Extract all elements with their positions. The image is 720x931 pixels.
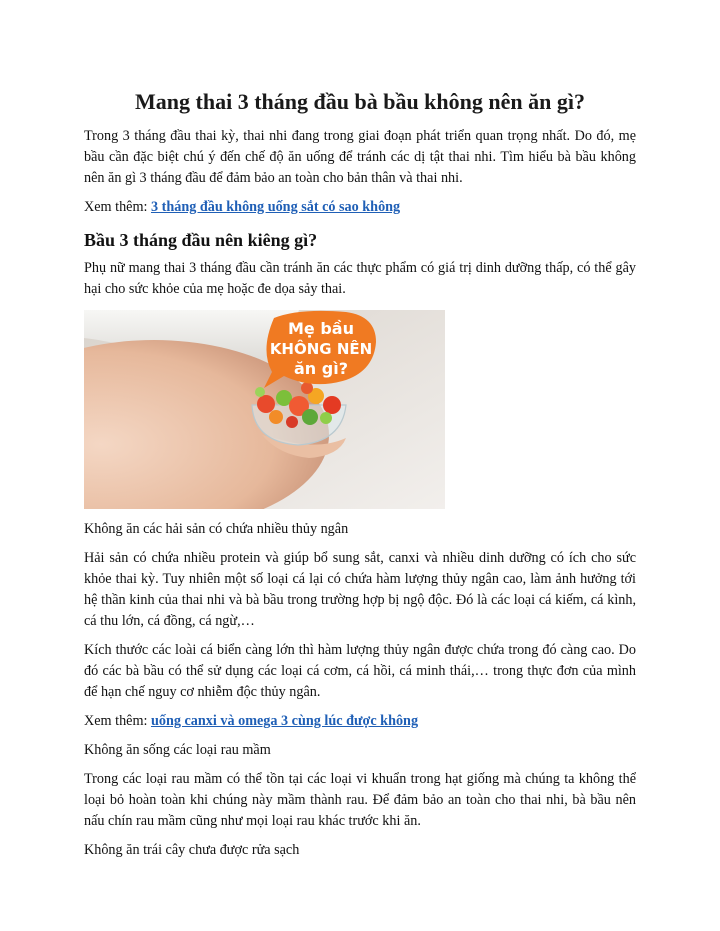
item-1-paragraph-2: Kích thước các loài cá biển càng lớn thì hàm lượng thủy ngân được chứa trong đó càng cao. Do đó các bà bầu có thể sử dụng các loại cá cơm, cá hồi, cá minh thái,… trong thực đơn của mình để hạn chế nguy cơ nhiễm độc thủy ngân.: [84, 642, 636, 700]
article-image: [84, 310, 445, 509]
item-1-paragraph-1: Hải sản có chứa nhiều protein và giúp bổ sung sắt, canxi và nhiều dinh dưỡng có ích cho sức khỏe thai kỳ. Tuy nhiên một số loại cá lại có chứa hàm lượng thủy ngân cao, làm ảnh hưởng tới hệ thần kinh của thai nhi và bà bầu trong trường hợp bị ngộ độc. Đó là các loại cá kiếm, cá kình, cá thu lớn, cá đồng, cá ngừ,…: [84, 550, 636, 629]
see-also-link-calcium[interactable]: uống canxi và omega 3 cùng lúc được không: [150, 713, 419, 729]
item-1-title: Không ăn các hải sản có chứa nhiều thủy ngân: [84, 521, 349, 537]
see-also-link-iron[interactable]: 3 tháng đầu không uống sắt có sao không: [150, 199, 401, 215]
see-also-2: [84, 711, 636, 732]
item-3-title: Không ăn trái cây chưa được rửa sạch: [84, 842, 300, 858]
page-title: Mang thai 3 tháng đầu bà bầu không nên ăn gì?: [135, 89, 585, 114]
item-2-title: Không ăn sống các loại rau mầm: [84, 742, 271, 758]
bubble-text-line2: KHÔNG NÊN: [269, 340, 373, 358]
section-intro-paragraph: Phụ nữ mang thai 3 tháng đầu cần tránh ăn các thực phẩm có giá trị dinh dưỡng thấp, có thể gây hại cho sức khỏe của mẹ hoặc đe dọa sảy thai.: [84, 260, 636, 297]
pregnant-belly-salad-image: [84, 310, 445, 509]
see-also-prefix: Xem thêm:: [84, 713, 151, 729]
item-2-paragraph-1: Trong các loại rau mầm có thể tồn tại các loại vi khuẩn trong hạt giống mà chúng ta không thể loại bỏ hoàn toàn khi chúng này mầm thành rau. Để đảm bảo an toàn cho thai nhi, bà bầu nên nấu chín rau mầm cũng như mọi loại rau khác trước khi ăn.: [84, 771, 636, 829]
see-also-1: [84, 197, 636, 218]
bubble-text-line1: Mẹ bầu: [288, 319, 354, 338]
see-also-prefix: Xem thêm:: [84, 199, 151, 215]
bubble-text-line3: ăn gì?: [294, 359, 348, 378]
intro-paragraph: Trong 3 tháng đầu thai kỳ, thai nhi đang trong giai đoạn phát triển quan trọng nhất. Do đó, mẹ bầu cần đặc biệt chú ý đến chế độ ăn uống để tránh các dị tật thai nhi. Tìm hiểu bà bầu không nên ăn gì 3 tháng đầu để đảm bảo an toàn cho bản thân và thai nhi.: [84, 128, 636, 186]
section-heading: Bầu 3 tháng đầu nên kiêng gì?: [84, 230, 318, 250]
document-content: [84, 88, 636, 869]
